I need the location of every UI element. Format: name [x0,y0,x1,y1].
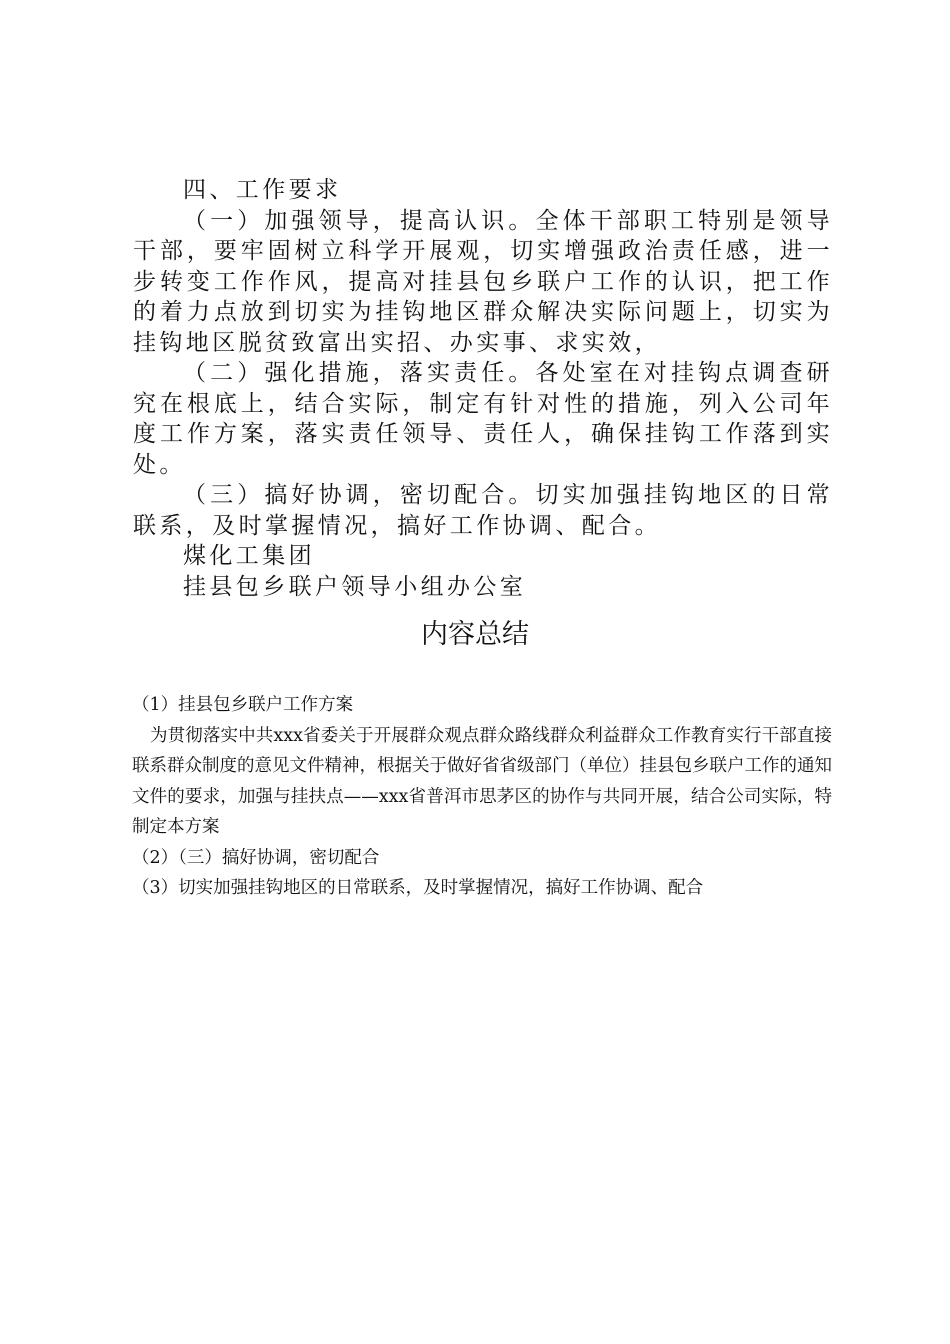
requirement-item-2: （二）强化措施，落实责任。各处室在对挂钩点调查研究在根底上，结合实际，制定有针对性的措施，列入公司年度工作方案，落实责任领导、责任人，确保挂钩工作落到实处。 [133,360,833,478]
organization-name: 煤化工集团 [183,543,315,569]
summary-item-2: （2）（三）搞好协调，密切配合 [132,847,380,868]
summary-item-1-title: （1）挂县包乡联户工作方案 [132,695,354,715]
office-name: 挂县包乡联户领导小组办公室 [183,573,527,600]
requirement-item-1: （一）加强领导，提高认识。全体干部职工特别是领导干部，要牢固树立科学开展观，切实增强政治责任感，进一步转变工作作风，提高对挂县包乡联户工作的认识，把工作的着力点放到切实为挂钩地区群众解决实际问题上，切实为挂钩地区脱贫致富出实招、办实事、求实效， [133,207,833,356]
summary-title: 内容总结 [421,619,529,650]
requirement-item-3: （三）搞好协调，密切配合。切实加强挂钩地区的日常联系，及时掌握情况，搞好工作协调、配合。 [133,482,833,539]
work-requirements-section [133,175,833,602]
summary-section [132,690,832,904]
summary-item-3: （3）切实加强挂钩地区的日常联系，及时掌握情况，搞好工作协调、配合 [132,878,704,898]
section-heading: 四、工作要求 [183,177,342,203]
summary-item-1-body: 为贯彻落实中共xxx省委关于开展群众观点群众路线群众利益群众工作教育实行干部直接联系群众制度的意见文件精神，根据关于做好省省级部门（单位）挂县包乡联户工作的通知文件的要求，加强与挂扶点——xxx省普洱市思茅区的协作与共同开展，结合公司实际，特制定本方案 [132,725,832,837]
